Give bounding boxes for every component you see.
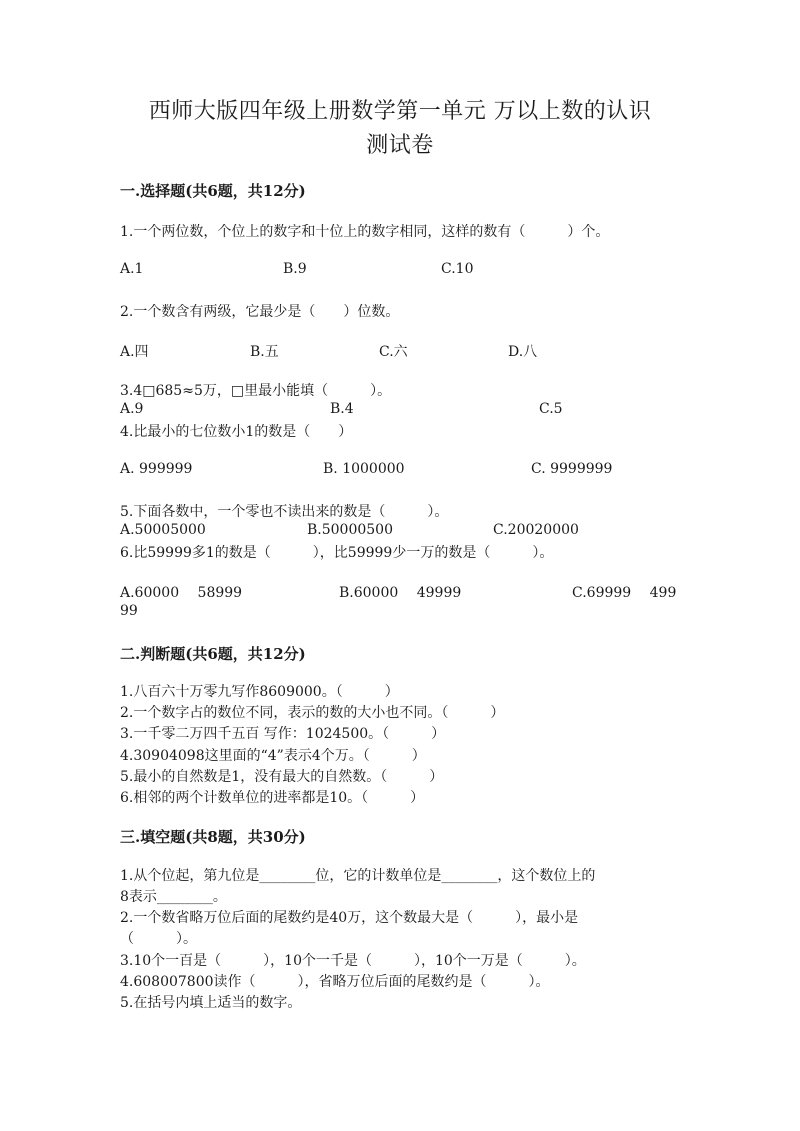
q1-option-c: C.10: [441, 261, 474, 277]
q5-option-a: A.50005000: [120, 522, 206, 538]
page-title-line2: 测试卷: [366, 133, 434, 158]
judge-item-2: 2.一个数字占的数位不同，表示的数的大小也不同。（ ）: [120, 705, 505, 721]
q1-option-a: A.1: [120, 261, 144, 277]
question-2: 2.一个数含有两级，它最少是（ ）位数。: [120, 304, 400, 320]
section-heading-choice: 一.选择题(共6题，共12分): [120, 182, 306, 200]
fill-item-5: 5.在括号内填上适当的数字。: [120, 995, 302, 1011]
q1-option-b: B.9: [283, 261, 307, 277]
section-heading-fill: 三.填空题(共8题，共30分): [120, 828, 306, 846]
judge-item-6: 6.相邻的两个计数单位的进率都是10。（ ）: [120, 790, 425, 806]
judge-item-1: 1.八百六十万零九写作8609000。（ ）: [120, 684, 399, 700]
q4-option-b: B. 1000000: [323, 461, 405, 477]
q2-option-c: C.六: [379, 344, 408, 360]
fill-item-1-wrap: 8表示________。: [120, 889, 227, 905]
fill-item-2: 2.一个数省略万位后面的尾数约是40万，这个数最大是（ ），最小是: [120, 910, 579, 926]
q5-option-b: B.50000500: [307, 522, 393, 538]
q3-option-b: B.4: [330, 401, 354, 417]
q4-option-a: A. 999999: [120, 461, 193, 477]
q2-option-a: A.四: [120, 344, 149, 360]
judge-item-5: 5.最小的自然数是1，没有最大的自然数。（ ）: [120, 769, 444, 785]
q6-option-c: C.69999 499: [572, 585, 677, 601]
fill-item-2-wrap: （ ）。: [120, 931, 197, 947]
question-1: 1.一个两位数，个位上的数字和十位上的数字相同，这样的数有（ ）个。: [120, 224, 610, 240]
q6-option-b: B.60000 49999: [339, 585, 462, 601]
q2-option-b: B.五: [250, 344, 279, 360]
q3-option-c: C.5: [539, 401, 563, 417]
judge-item-3: 3.一千零二万四千五百 写作：1024500。（ ）: [120, 726, 446, 742]
question-4: 4.比最小的七位数小1的数是（ ）: [120, 424, 353, 440]
q5-option-c: C.20020000: [493, 522, 579, 538]
question-3: 3.4□685≈5万，□里最小能填（ ）。: [120, 383, 392, 399]
fill-item-1: 1.从个位起，第九位是________位，它的计数单位是________，这个数位上的: [120, 868, 596, 884]
question-5: 5.下面各数中，一个零也不读出来的数是（ ）。: [120, 504, 449, 520]
q2-option-d: D.八: [508, 344, 538, 360]
q6-option-a: A.60000 58999: [120, 585, 243, 601]
fill-item-3: 3.10个一百是（ ），10个一千是（ ），10个一万是（ ）。: [120, 953, 586, 969]
q3-option-a: A.9: [120, 401, 144, 417]
q6-option-c-wrap: 99: [120, 603, 138, 619]
page-title: 西师大版四年级上册数学第一单元 万以上数的认识: [148, 99, 652, 124]
fill-item-4: 4.608007800读作（ ），省略万位后面的尾数约是（ ）。: [120, 974, 550, 990]
judge-item-4: 4.30904098这里面的“4”表示4个万。（ ）: [120, 748, 426, 764]
q4-option-c: C. 9999999: [531, 461, 613, 477]
question-6: 6.比59999多1的数是（ ），比59999少一万的数是（ ）。: [120, 545, 554, 561]
section-heading-judge: 二.判断题(共6题，共12分): [120, 645, 306, 663]
